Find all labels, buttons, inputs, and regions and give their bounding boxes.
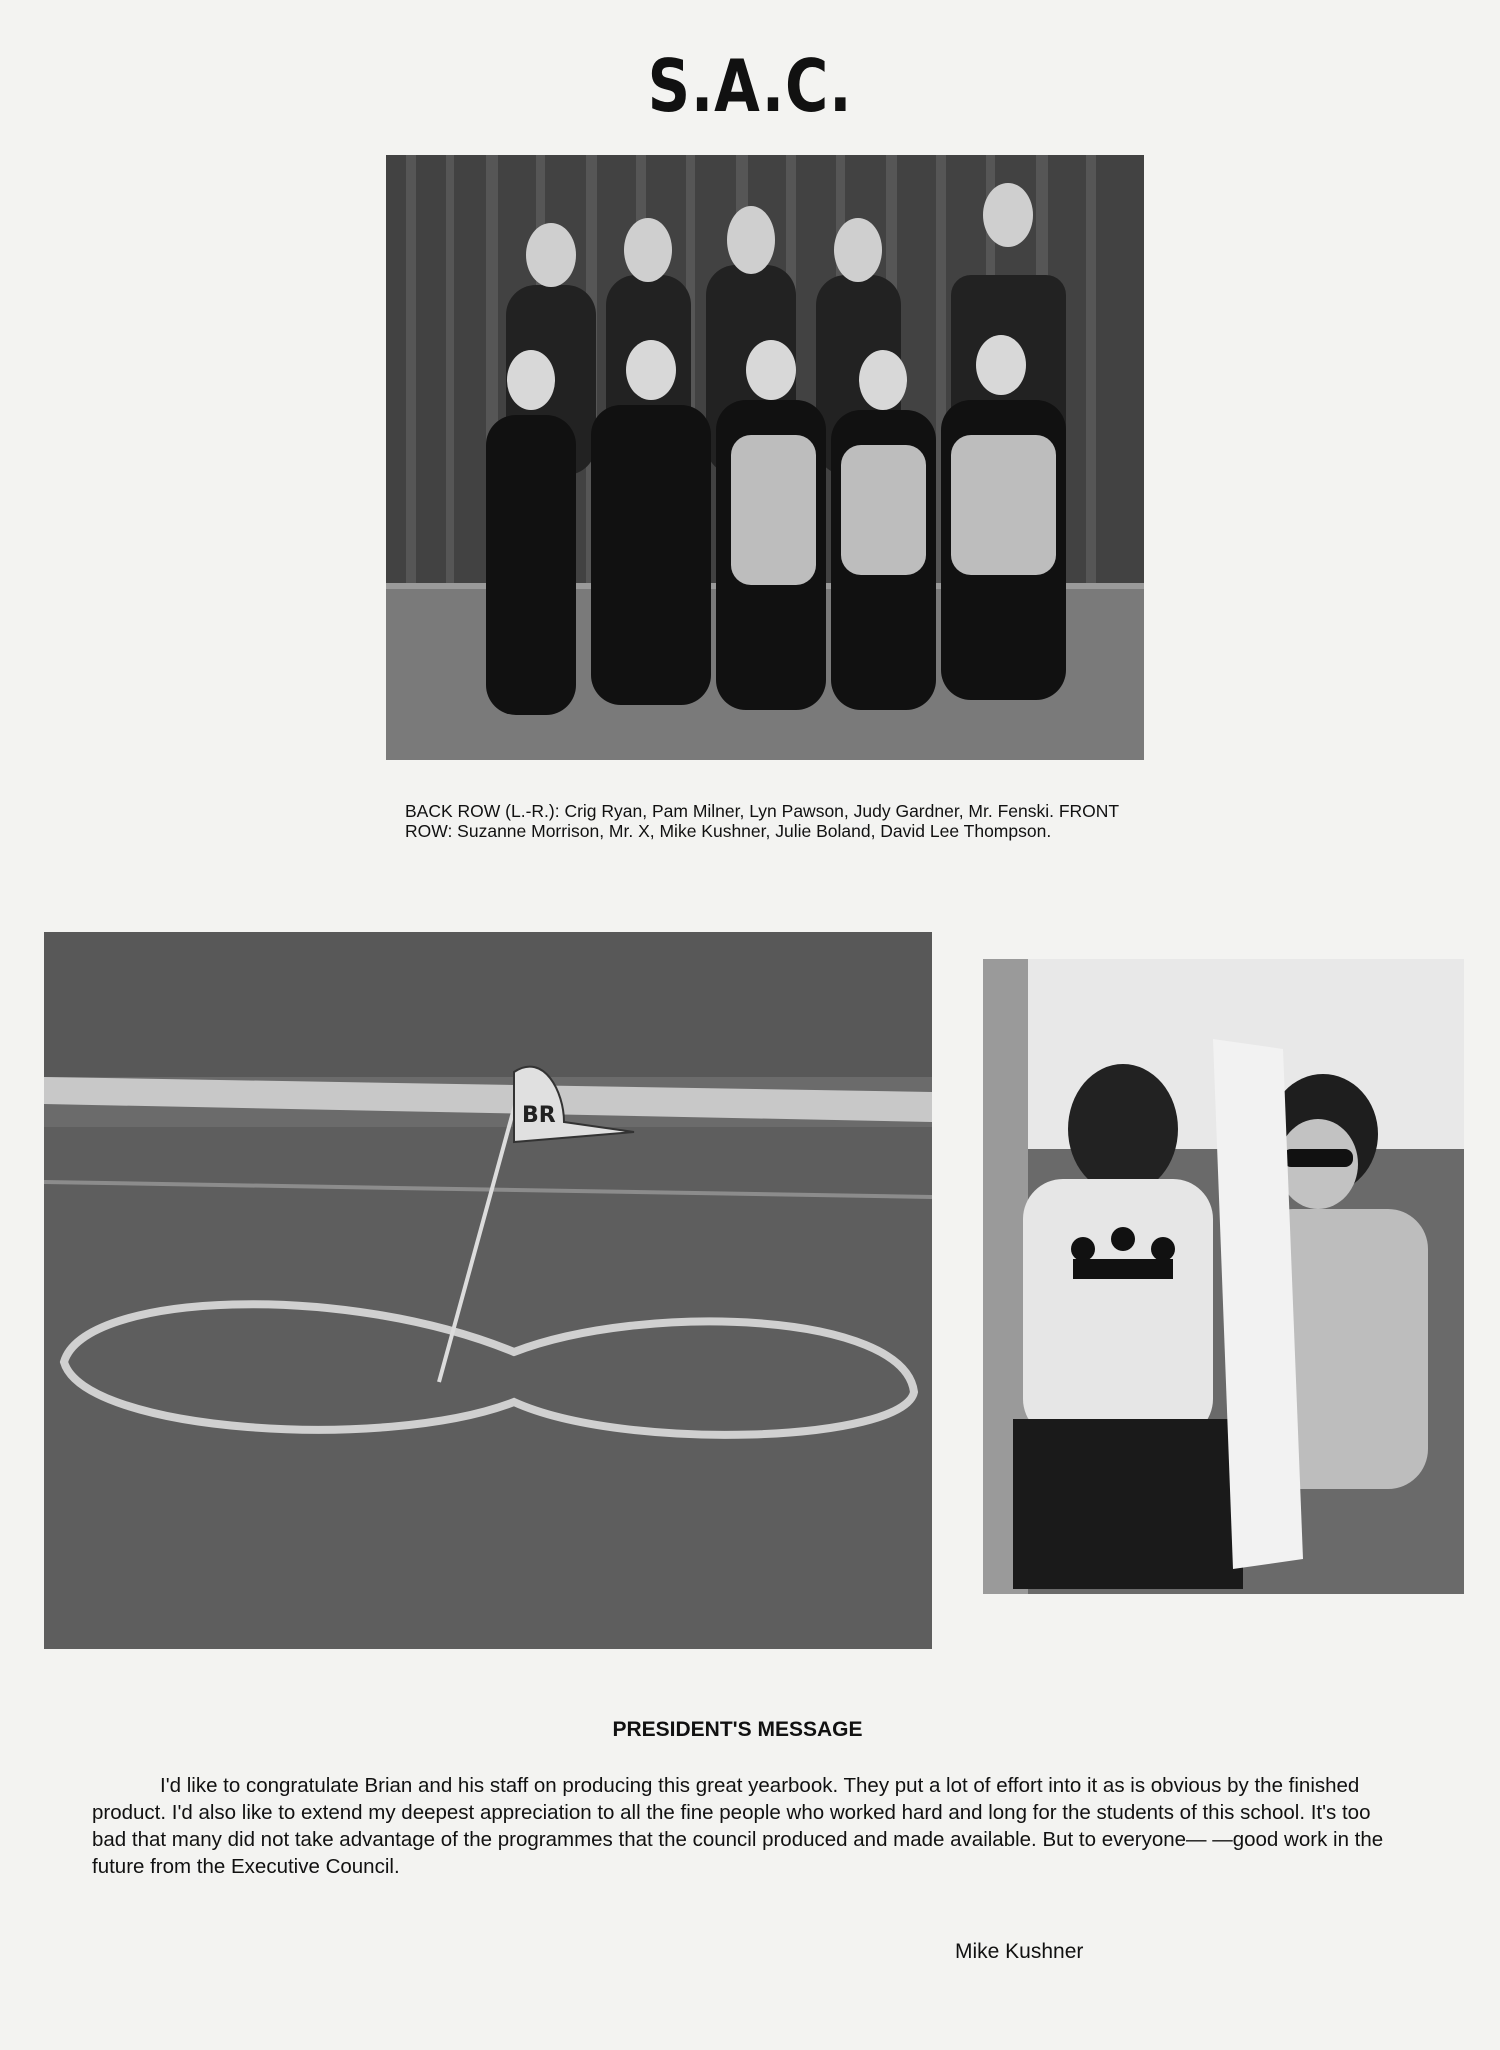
group-photo xyxy=(386,155,1144,760)
page-title: S.A.C. xyxy=(647,44,853,128)
students-photo xyxy=(983,959,1464,1594)
message-body: I'd like to congratulate Brian and his staff on producing this great yearbook. They put a lot of effort into it as is obvious by the finished product. I'd also like to extend my deepest appreciation to all the fine people who worked hard and long for the students of this school. It's too bad that many did not take advantage of the programmes that the council produced and made available. But to everyone— —good work in the future from the Executive Council. xyxy=(92,1774,1384,1878)
field-photo xyxy=(44,932,932,1649)
photo-caption: BACK ROW (L.-R.): Crig Ryan, Pam Milner, Lyn Pawson, Judy Gardner, Mr. Fenski. FRONT ROW: Suzanne Morrison, Mr. X, Mike Kushner, Julie Boland, David Lee Thompson. xyxy=(405,801,1119,841)
message-heading: PRESIDENT'S MESSAGE xyxy=(612,1718,863,1741)
flag-text: BR xyxy=(522,1103,556,1128)
signature: Mike Kushner xyxy=(955,1940,1084,1963)
